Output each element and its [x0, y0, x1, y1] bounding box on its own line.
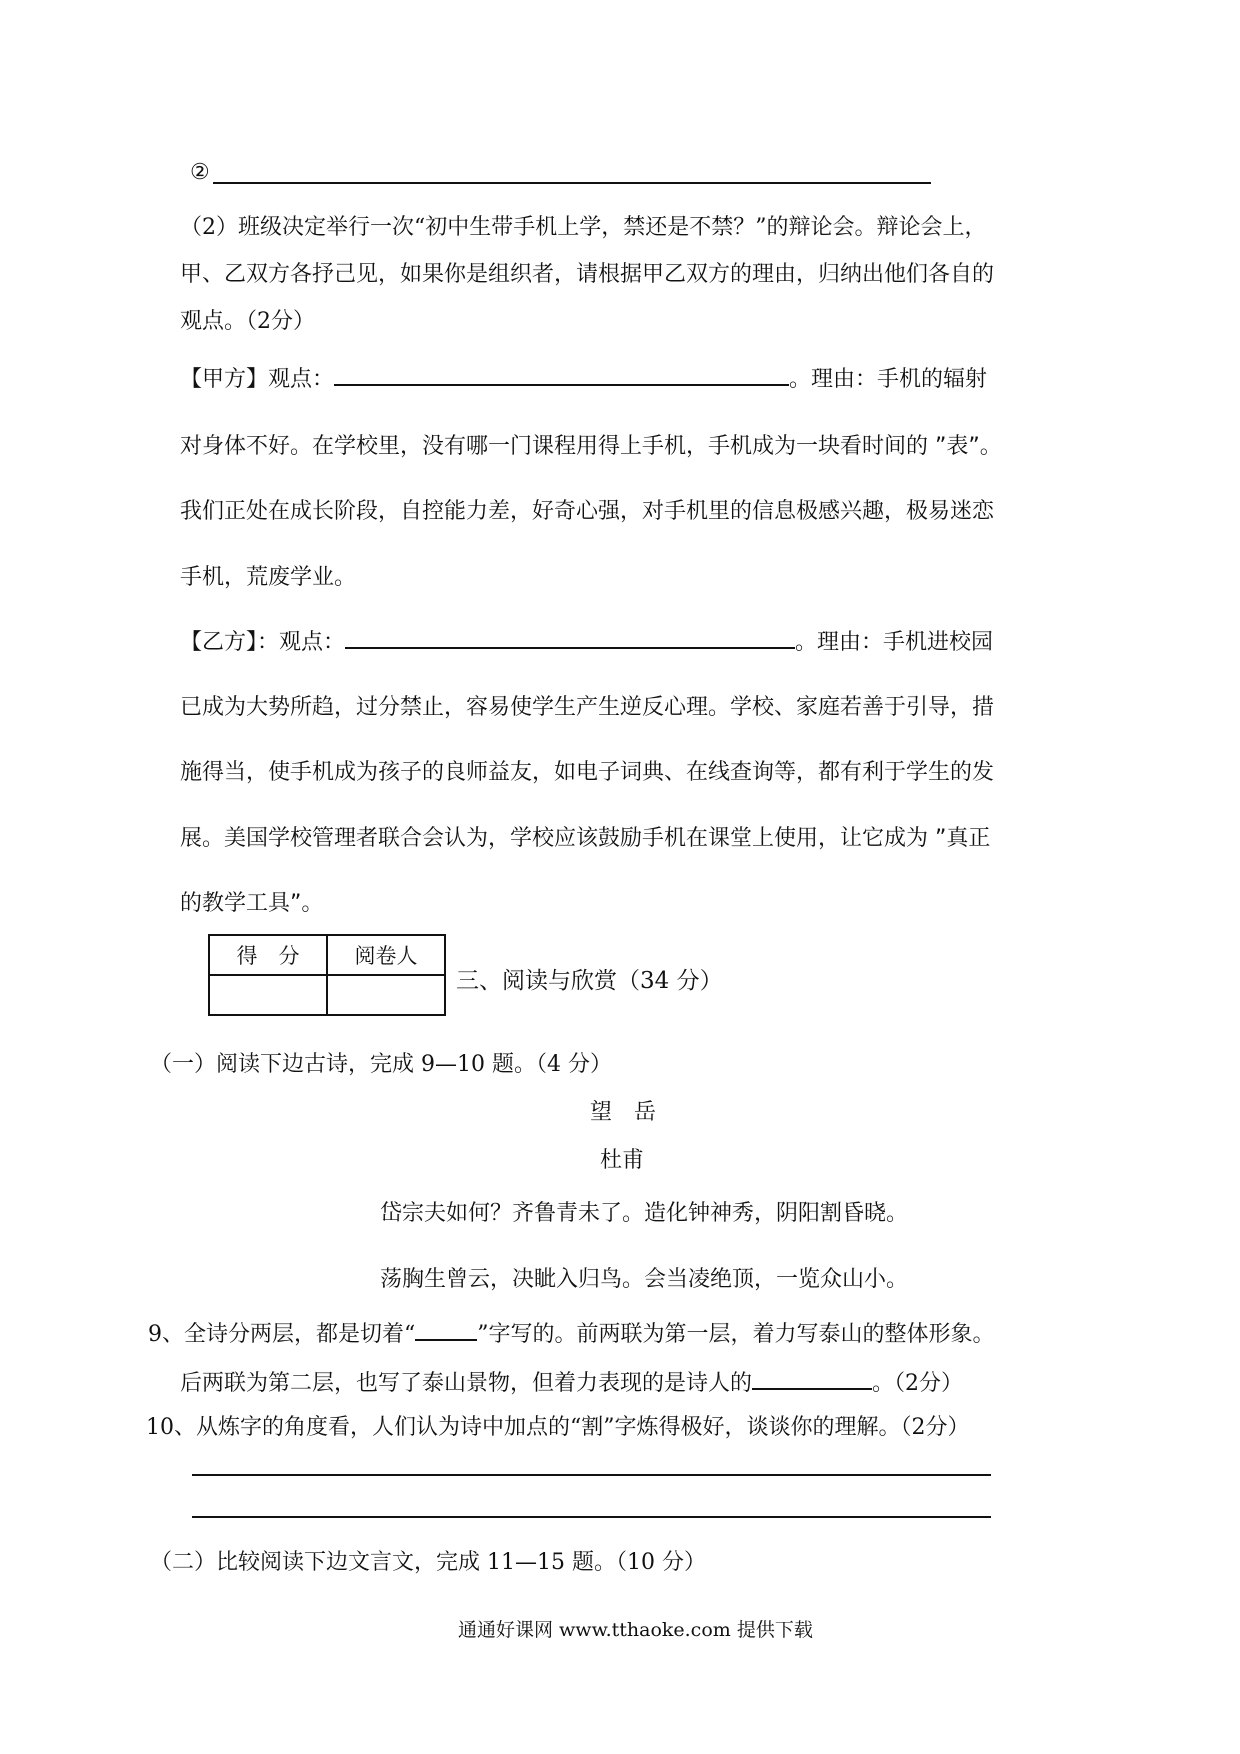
item-marker: ②	[190, 160, 210, 185]
jia-line-4: 手机，荒废学业。	[180, 565, 357, 590]
yi-answer-line[interactable]	[345, 646, 795, 649]
jia-viewpoint-row	[180, 362, 987, 393]
part-2-heading: （二）比较阅读下边文言文，完成 11—15 题。（10 分）	[150, 1550, 706, 1575]
poem-line-2: 荡胸生曾云，决眦入归鸟。会当凌绝顶，一览众山小。	[380, 1267, 909, 1292]
q10-answer-line-1[interactable]	[192, 1474, 991, 1476]
score-table	[208, 934, 446, 1016]
q10-text: 10、从炼字的角度看，人们认为诗中加点的“割”字炼得极好，谈谈你的理解。（2分）	[146, 1415, 970, 1440]
score-cell[interactable]	[209, 975, 327, 1015]
q9-line-1-a: 9、全诗分两层，都是切着“	[148, 1322, 416, 1347]
page-footer: 通通好课网 www.tthaoke.com 提供下载	[458, 1619, 813, 1641]
jia-answer-line[interactable]	[334, 383, 789, 386]
q9-line-2-b: 。（2分）	[872, 1371, 964, 1396]
q9-line-2	[180, 1366, 963, 1397]
yi-line-5: 的教学工具”。	[180, 891, 324, 916]
q2-line-1: （2）班级决定举行一次“初中生带手机上学，禁还是不禁？”的辩论会。辩论会上，	[180, 215, 987, 240]
answer-line[interactable]	[213, 182, 931, 184]
yi-label: 【乙方】：观点：	[180, 630, 346, 655]
yi-line-2: 已成为大势所趋，过分禁止，容易使学生产生逆反心理。学校、家庭若善于引导，措	[180, 695, 995, 720]
q9-line-1	[148, 1317, 995, 1348]
jia-label: 【甲方】观点：	[180, 367, 335, 392]
q9-blank-1[interactable]	[415, 1338, 477, 1341]
yi-line-3: 施得当，使手机成为孩子的良师益友，如电子词典、在线查询等，都有利于学生的发	[180, 760, 995, 785]
jia-line-2: 对身体不好。在学校里，没有哪一门课程用得上手机，手机成为一块看时间的 ”表”。	[180, 434, 1002, 459]
jia-line-3: 我们正处在成长阶段，自控能力差，好奇心强，对手机里的信息极感兴趣，极易迷恋	[180, 499, 995, 524]
grader-header: 阅卷人	[327, 935, 445, 975]
q9-line-1-b: ”字写的。前两联为第一层，着力写泰山的整体形象。	[477, 1322, 995, 1347]
part-1-heading: （一）阅读下边古诗，完成 9—10 题。（4 分）	[150, 1052, 612, 1077]
poem-title: 望 岳	[590, 1100, 657, 1125]
poem-line-1: 岱宗夫如何？齐鲁青未了。造化钟神秀，阴阳割昏晓。	[380, 1201, 909, 1226]
q9-line-2-a: 后两联为第二层，也写了泰山景物，但着力表现的是诗人的	[180, 1371, 753, 1396]
q10-answer-line-2[interactable]	[192, 1516, 991, 1518]
grader-cell[interactable]	[327, 975, 445, 1015]
yi-viewpoint-row	[180, 625, 993, 656]
q2-line-2: 甲、乙双方各抒己见，如果你是组织者，请根据甲乙双方的理由，归纳出他们各自的	[180, 262, 995, 287]
section-3-title: 三、阅读与欣赏（34 分）	[456, 968, 723, 994]
yi-reason-start: 。理由：手机进校园	[795, 630, 994, 655]
yi-line-4: 展。美国学校管理者联合会认为，学校应该鼓励手机在课堂上使用，让它成为 ”真正	[180, 826, 991, 851]
jia-reason-start: 。理由：手机的辐射	[789, 367, 988, 392]
q2-line-3: 观点。（2分）	[180, 309, 315, 334]
q9-blank-2[interactable]	[752, 1387, 872, 1390]
score-header: 得 分	[209, 935, 327, 975]
poem-author: 杜甫	[600, 1148, 645, 1173]
